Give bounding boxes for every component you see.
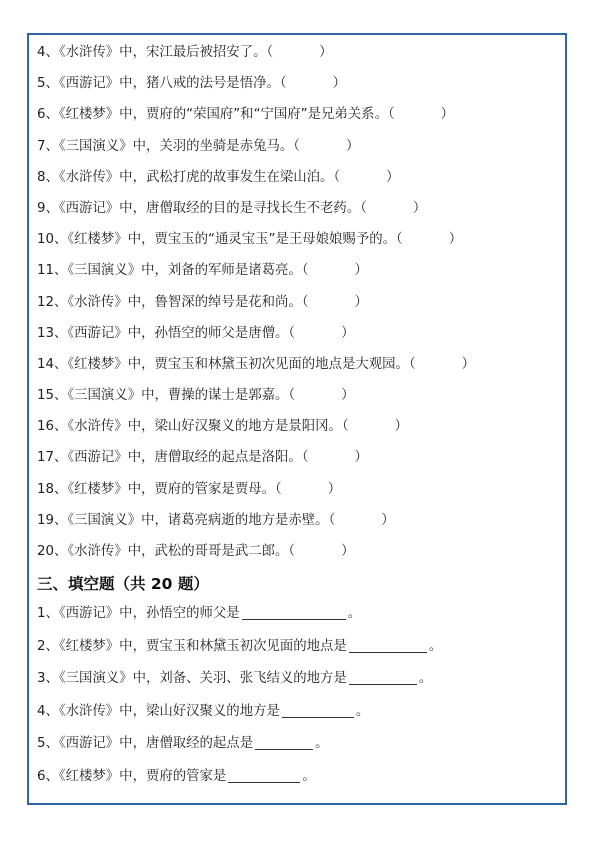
item-number: 1、 xyxy=(37,606,59,622)
item-close: ） xyxy=(354,263,368,279)
item-number: 6、 xyxy=(37,107,59,123)
item-number: 4、 xyxy=(37,45,59,60)
item-text: 《红楼梦》中，贾宝玉和林黛玉初次见面的地点是大观园。（ xyxy=(67,356,416,372)
item-close: ） xyxy=(332,76,346,92)
item-text: 《三国演义》中，诸葛亮病逝的地方是赤壁。（ xyxy=(67,512,336,528)
item-text: 《西游记》中，唐僧取经的起点是 xyxy=(58,736,254,752)
item-close: ） xyxy=(461,356,475,372)
item-close: ） xyxy=(341,388,355,404)
item-end: 。 xyxy=(355,703,370,719)
item-text: 《西游记》中，孙悟空的师父是唐僧。（ xyxy=(67,325,296,341)
item-number: 15、 xyxy=(37,388,68,404)
item-number: 6、 xyxy=(37,768,59,784)
item-end: 。 xyxy=(315,736,329,752)
true-false-item xyxy=(37,321,557,352)
answer-blank[interactable] xyxy=(228,766,300,783)
true-false-item xyxy=(37,71,557,102)
fill-blank-item xyxy=(37,731,557,764)
item-text: 《红楼梦》中，贾宝玉和林黛玉初次见面的地点是 xyxy=(58,638,347,654)
item-text: 《西游记》中，猪八戒的法号是悟净。（ xyxy=(58,76,287,92)
true-false-item xyxy=(37,445,557,476)
item-close: ） xyxy=(394,419,409,435)
item-text: 《红楼梦》中，贾宝玉的“通灵宝玉”是王母娘娘赐予的。（ xyxy=(67,232,403,248)
item-number: 4、 xyxy=(37,703,59,719)
true-false-item xyxy=(37,102,557,133)
item-number: 16、 xyxy=(37,419,68,435)
item-number: 17、 xyxy=(37,450,68,466)
true-false-list xyxy=(37,40,557,570)
item-close: ） xyxy=(381,512,395,528)
fill-blank-item xyxy=(37,764,557,797)
item-text: 《水浒传》中，梁山好汉聚义的地方是 xyxy=(58,703,280,719)
answer-blank[interactable] xyxy=(282,701,354,718)
item-close: ） xyxy=(341,544,355,559)
item-close: ） xyxy=(345,138,360,154)
item-end: 。 xyxy=(418,671,433,687)
item-number: 5、 xyxy=(37,76,59,92)
item-text: 《红楼梦》中，贾府的“荣国府”和“宁国府”是兄弟关系。（ xyxy=(58,107,395,123)
true-false-item xyxy=(37,383,557,414)
item-close: ） xyxy=(412,200,427,216)
fill-blank-item xyxy=(37,601,557,634)
item-end: 。 xyxy=(347,606,362,622)
item-close: ） xyxy=(354,294,368,310)
item-close: ） xyxy=(386,169,400,185)
item-close: ） xyxy=(354,450,368,466)
item-text: 《三国演义》中，刘备、关羽、张飞结义的地方是 xyxy=(58,671,347,687)
item-number: 12、 xyxy=(37,294,68,310)
worksheet-content xyxy=(37,40,557,796)
item-text: 《西游记》中，唐僧取经的目的是寻找长生不老药。（ xyxy=(58,200,367,216)
item-number: 8、 xyxy=(37,169,59,185)
item-close: ） xyxy=(448,232,463,248)
item-number: 7、 xyxy=(37,138,59,154)
item-text: 《西游记》中，唐僧取经的起点是洛阳。（ xyxy=(67,450,309,466)
item-text: 《三国演义》中，关羽的坐骑是赤兔马。（ xyxy=(58,138,300,154)
item-text: 《三国演义》中，曹操的谋士是郭嘉。（ xyxy=(67,388,296,404)
item-close: ） xyxy=(341,325,355,341)
fill-blank-item xyxy=(37,666,557,699)
item-text: 《红楼梦》中，贾府的管家是贾母。（ xyxy=(67,481,282,497)
true-false-item xyxy=(37,40,557,71)
true-false-item xyxy=(37,196,557,227)
true-false-item xyxy=(37,352,557,383)
item-number: 13、 xyxy=(37,325,68,341)
section-title: 三、填空题（共 20 题） xyxy=(37,575,209,594)
item-number: 14、 xyxy=(37,356,68,372)
true-false-item xyxy=(37,414,557,445)
item-number: 3、 xyxy=(37,671,59,687)
fill-blank-item xyxy=(37,699,557,732)
item-number: 5、 xyxy=(37,736,59,752)
item-end: 。 xyxy=(428,638,443,654)
answer-blank[interactable] xyxy=(349,668,417,685)
item-number: 2、 xyxy=(37,638,59,654)
true-false-item xyxy=(37,258,557,289)
true-false-item xyxy=(37,477,557,508)
item-number: 11、 xyxy=(37,263,68,279)
true-false-item xyxy=(37,508,557,539)
item-text: 《水浒传》中，武松打虎的故事发生在梁山泊。（ xyxy=(58,169,341,185)
item-number: 18、 xyxy=(37,481,68,497)
answer-blank[interactable] xyxy=(242,603,346,620)
answer-blank[interactable] xyxy=(255,733,313,750)
item-text: 《西游记》中，孙悟空的师父是 xyxy=(58,606,240,622)
answer-blank[interactable] xyxy=(349,636,427,653)
item-text: 《红楼梦》中，贾府的管家是 xyxy=(58,768,227,784)
item-number: 9、 xyxy=(37,200,59,216)
true-false-item xyxy=(37,290,557,321)
item-close: ） xyxy=(440,107,455,123)
true-false-item xyxy=(37,134,557,165)
item-close: ） xyxy=(327,481,342,497)
item-text: 《水浒传》中，武松的哥哥是武二郎。（ xyxy=(67,544,296,559)
item-number: 20、 xyxy=(37,544,68,559)
item-end: 。 xyxy=(302,768,316,784)
item-text: 《三国演义》中，刘备的军师是诸葛亮。（ xyxy=(67,263,309,279)
item-text: 《水浒传》中，宋江最后被招安了。（ xyxy=(58,45,274,60)
item-number: 19、 xyxy=(37,512,68,528)
true-false-item xyxy=(37,227,557,258)
item-text: 《水浒传》中，梁山好汉聚义的地方是景阳冈。（ xyxy=(67,419,349,435)
true-false-item xyxy=(37,539,557,570)
fill-blank-list xyxy=(37,601,557,796)
item-text: 《水浒传》中，鲁智深的绰号是花和尚。（ xyxy=(67,294,309,310)
item-close: ） xyxy=(319,45,333,60)
fill-blank-item xyxy=(37,634,557,667)
item-number: 10、 xyxy=(37,232,68,248)
true-false-item xyxy=(37,165,557,196)
